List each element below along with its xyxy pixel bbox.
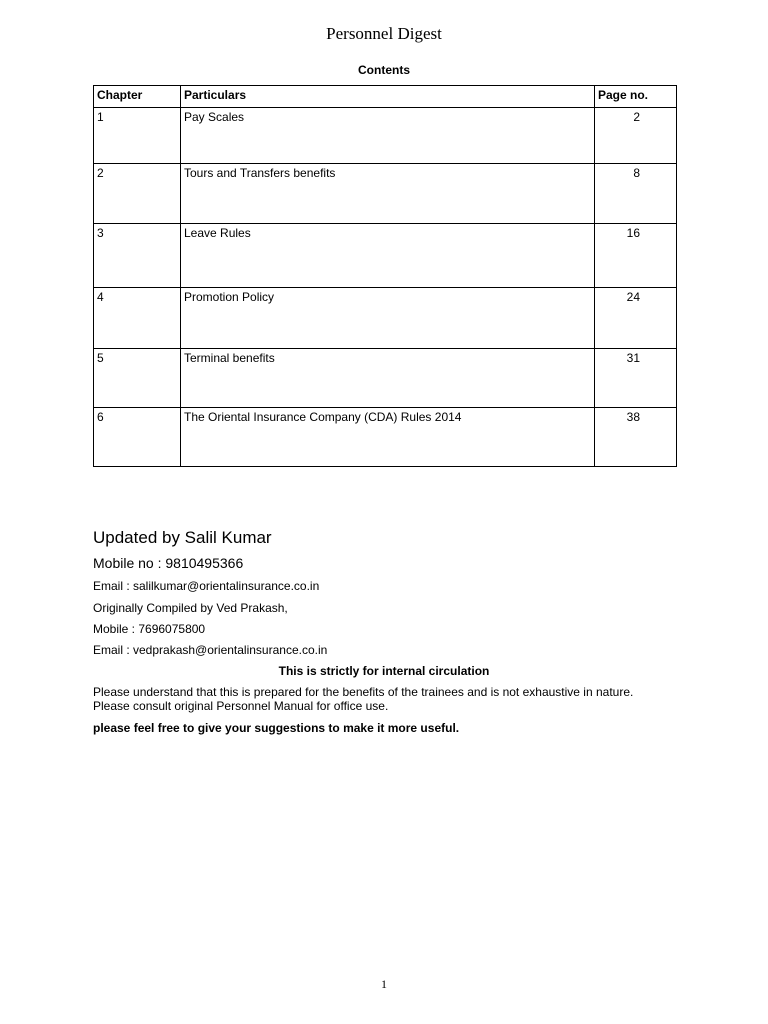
row-page: 8 [595,164,677,224]
table-row [94,408,677,467]
header-chapter: Chapter [94,86,181,108]
disclaimer [93,685,693,713]
disclaimer-line: Please understand that this is prepared for the benefits of the trainees and is not exhaustive in nature. [93,685,634,699]
row-chapter: 3 [94,224,181,288]
email-secondary: Email : vedprakash@orientalinsurance.co.in [93,643,328,657]
row-page: 16 [595,224,677,288]
row-particulars: Promotion Policy [181,288,595,349]
row-page: 38 [595,408,677,467]
contents-heading: Contents [358,63,410,77]
row-page: 31 [595,349,677,408]
table-row [94,108,677,164]
row-chapter: 2 [94,164,181,224]
internal-circulation-notice: This is strictly for internal circulation [278,664,490,678]
table-header-row [94,86,677,108]
row-page: 24 [595,288,677,349]
table-row [94,288,677,349]
row-particulars: Pay Scales [181,108,595,164]
row-chapter: 4 [94,288,181,349]
table-row [94,164,677,224]
contents-table [93,85,677,467]
email-primary: Email : salilkumar@orientalinsurance.co.in [93,579,320,593]
row-chapter: 5 [94,349,181,408]
mobile-number-primary: Mobile no : 9810495366 [93,555,244,571]
page-number: 1 [381,977,387,991]
compiled-by: Originally Compiled by Ved Prakash, [93,601,288,615]
suggestions-note: please feel free to give your suggestions to make it more useful. [93,721,460,735]
updated-by: Updated by Salil Kumar [93,528,272,547]
header-particulars: Particulars [181,86,595,108]
row-particulars: The Oriental Insurance Company (CDA) Rules 2014 [181,408,595,467]
table-row [94,349,677,408]
header-page-no: Page no. [595,86,677,108]
table-row [94,224,677,288]
row-chapter: 6 [94,408,181,467]
row-page: 2 [595,108,677,164]
document-title: Personnel Digest [326,24,442,43]
row-particulars: Leave Rules [181,224,595,288]
row-particulars: Terminal benefits [181,349,595,408]
row-chapter: 1 [94,108,181,164]
row-particulars: Tours and Transfers benefits [181,164,595,224]
mobile-number-secondary: Mobile : 7696075800 [93,622,206,636]
disclaimer-line: Please consult original Personnel Manual for office use. [93,699,389,713]
